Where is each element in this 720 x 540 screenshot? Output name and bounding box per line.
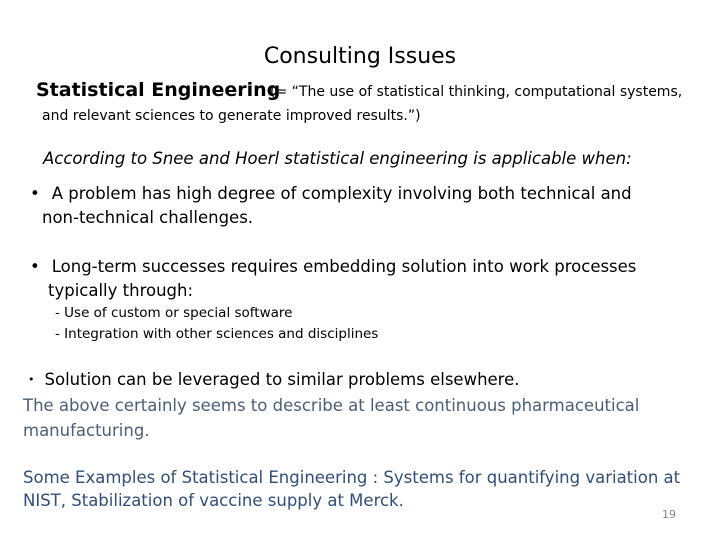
bullet-item-1 [30,184,632,203]
bullet-item-1-continuation: non-technical challenges. [42,208,254,227]
bullet-item-3 [28,370,520,389]
statistical-engineering-heading: Statistical Engineering [36,79,281,101]
examples-line-2: NIST, Stabilization of vaccine supply at Merck. [23,491,404,510]
bullet-item-2-continuation: typically through: [48,281,194,300]
bullet-text: Solution can be leveraged to similar problems elsewhere. [44,370,520,389]
bullet-text: Long-term successes requires embedding solution into work processes [51,257,637,276]
intro-text: According to Snee and Hoerl statistical engineering is applicable when: [43,149,632,168]
page-number: 19 [662,508,676,521]
definition-line-1: (= “The use of statistical thinking, computational systems, [270,84,683,100]
pharma-note-line-2: manufacturing. [23,421,150,440]
definition-line-2: and relevant sciences to generate improved results.”) [42,108,421,124]
examples-line-1: Some Examples of Statistical Engineering : Systems for quantifying variation at [23,468,681,487]
bullet-marker: • [28,373,35,386]
pharma-note-line-1: The above certainly seems to describe at least continuous pharmaceutical [23,396,640,415]
sub-item-custom-software: - Use of custom or special software [55,305,293,321]
sub-item-integration: - Integration with other sciences and disciplines [55,326,379,342]
bullet-item-2 [30,257,636,276]
bullet-marker: • [30,184,40,203]
slide-title: Consulting Issues [263,44,457,69]
bullet-marker: • [30,257,40,276]
bullet-text: A problem has high degree of complexity involving both technical and [51,184,632,203]
